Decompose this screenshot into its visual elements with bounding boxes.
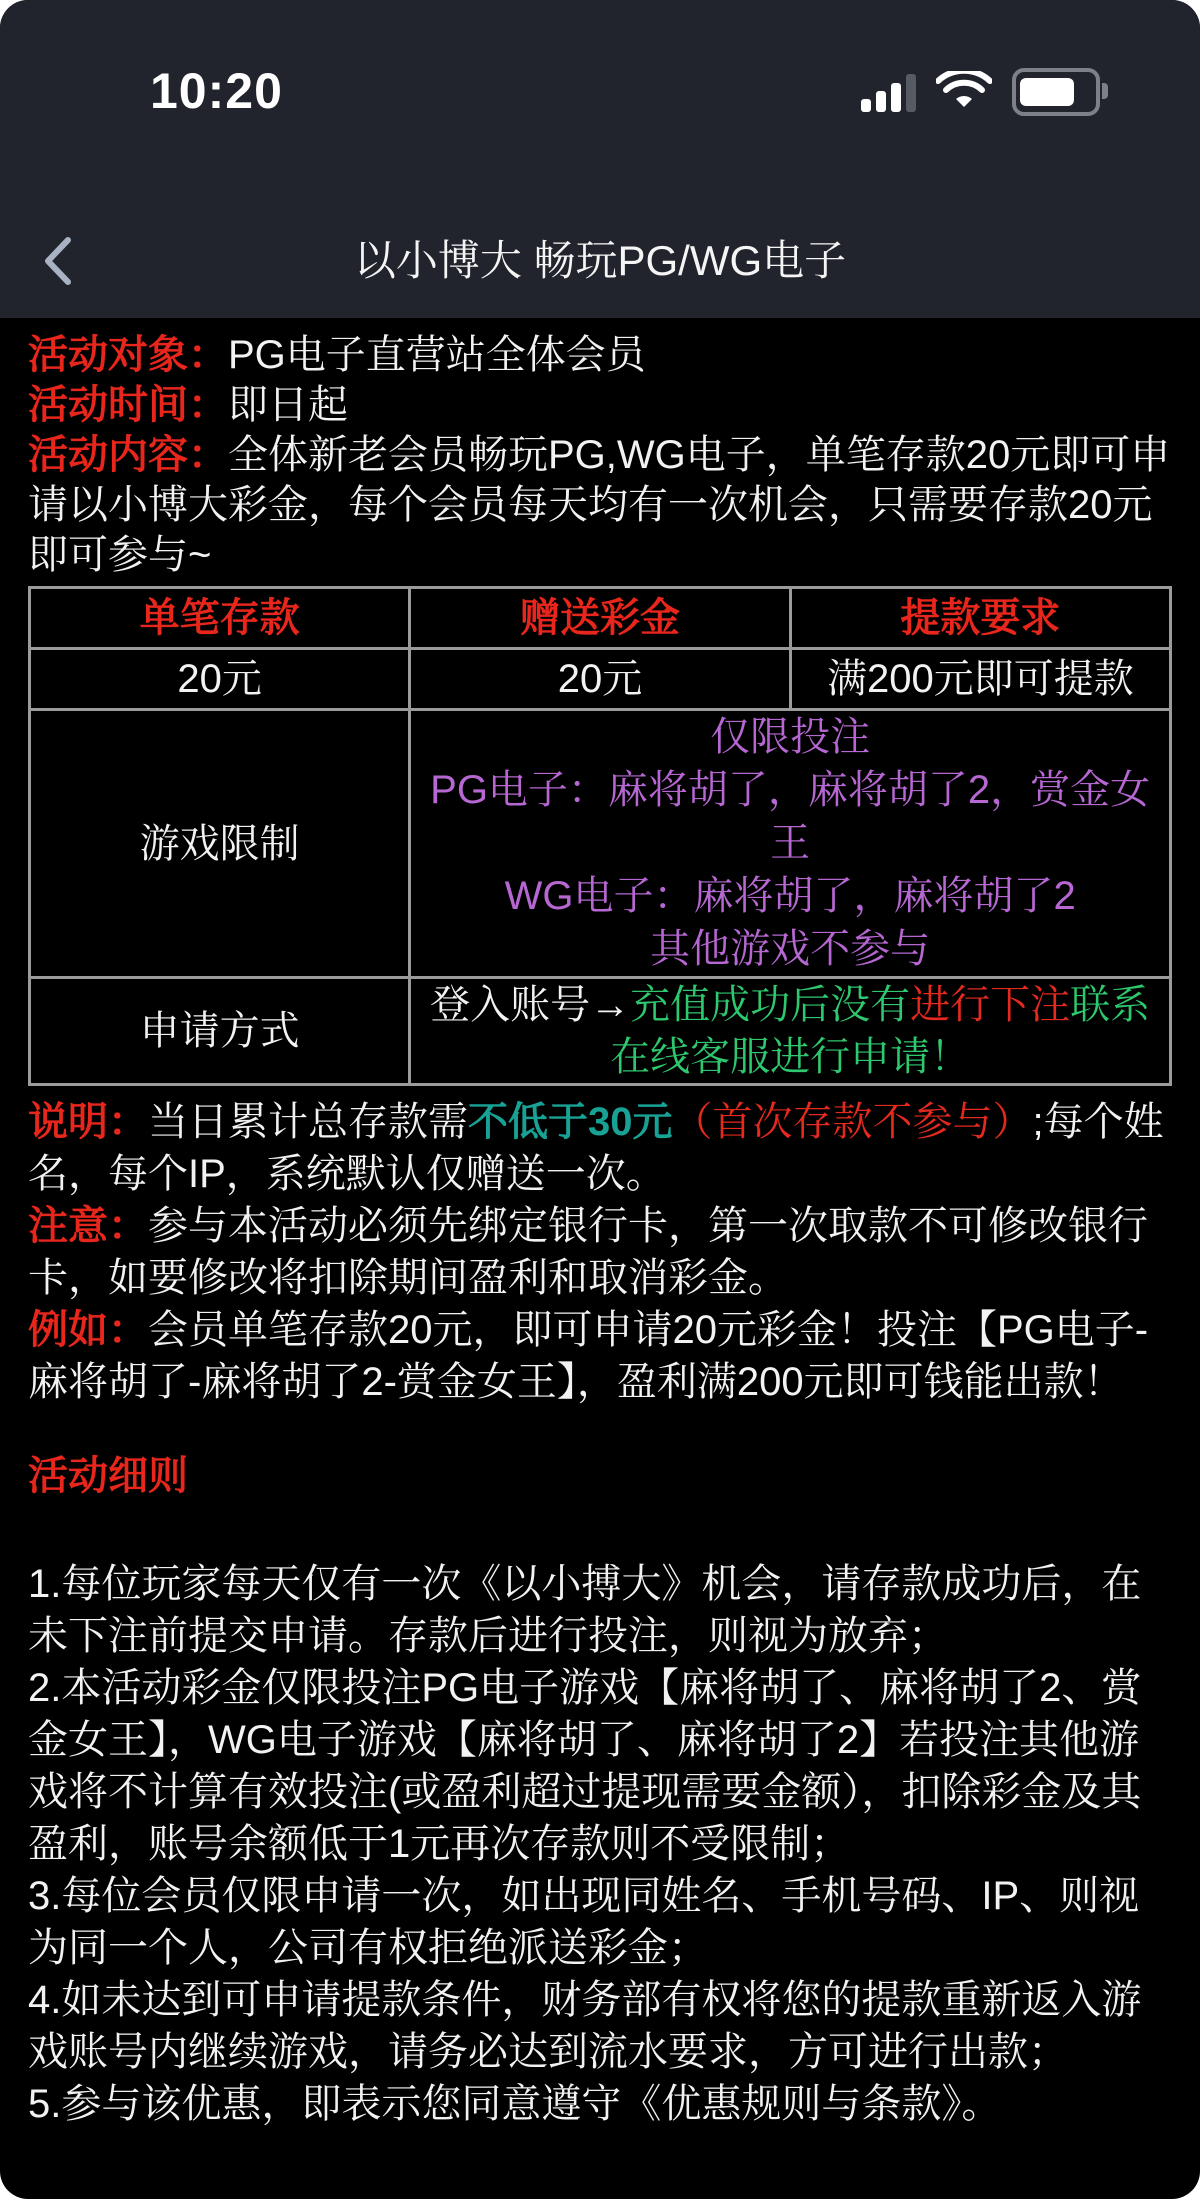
apply-step-green: 充值成功后没有	[630, 983, 911, 1027]
header-deposit: 单笔存款	[30, 588, 410, 649]
cell-apply-detail	[410, 978, 1171, 1085]
note-zhuyi-label: 注意：	[28, 1204, 148, 1248]
game-limit-line: 仅限投注	[710, 715, 871, 759]
note-liru	[28, 1304, 1172, 1408]
back-button[interactable]	[34, 232, 84, 290]
promo-table	[28, 586, 1172, 1086]
note-shuoming	[28, 1096, 1172, 1200]
rules-list	[28, 1558, 1172, 2130]
apply-step-green: 联系在线客服进行申请！	[610, 983, 1151, 1079]
cell-apply-label: 申请方式	[30, 978, 410, 1085]
intro-detail-text: 全体新老会员畅玩PG,WG电子，单笔存款20元即可申请以小博大彩金，每个会员每天均有一次机会，只需要存款20元即可参与~	[28, 433, 1171, 577]
table-game-limit-row	[30, 710, 1171, 978]
game-limit-line: 其他游戏不参与	[650, 927, 931, 971]
rule-item: 4.如未达到可申请提款条件，财务部有权将您的提款重新返入游戏账号内继续游戏，请务必达到流水要求，方可进行出款；	[28, 1978, 1142, 2074]
cell-game-limit-detail	[410, 710, 1171, 978]
note-shuoming-text: 当日累计总存款需	[148, 1100, 468, 1144]
intro-time-text: 即日起	[228, 383, 348, 427]
table-apply-row	[30, 978, 1171, 1085]
chevron-left-icon	[34, 232, 84, 290]
notes-section	[28, 1096, 1172, 1408]
note-shuoming-text2: ;每个姓名，每个IP，系统默认仅赠送一次。	[28, 1100, 1164, 1196]
table-value-row	[30, 649, 1171, 710]
intro-target-text: PG电子直营站全体会员	[228, 333, 646, 377]
intro-target	[28, 330, 1172, 380]
battery-icon	[1012, 68, 1100, 116]
table-header-row	[30, 588, 1171, 649]
intro-detail-label: 活动内容：	[28, 433, 228, 477]
cell-bonus: 20元	[410, 649, 790, 710]
game-limit-line: PG电子：麻将胡了，麻将胡了2，赏金女王	[430, 768, 1151, 865]
apply-step-red: 进行下注	[910, 983, 1071, 1027]
status-bar	[0, 60, 1200, 120]
cellular-signal-icon	[861, 72, 916, 112]
header-bonus: 赠送彩金	[410, 588, 790, 649]
note-liru-label: 例如：	[28, 1308, 148, 1352]
note-shuoming-highlight: 不低于30元	[468, 1100, 673, 1144]
note-zhuyi-text: 参与本活动必须先绑定银行卡，第一次取款不可修改银行卡，如要修改将扣除期间盈利和取消彩金。	[28, 1204, 1148, 1300]
top-chrome	[0, 0, 1200, 318]
promo-content	[0, 318, 1200, 2130]
intro-time	[28, 380, 1172, 430]
note-shuoming-label: 说明：	[28, 1100, 148, 1144]
intro-time-label: 活动时间：	[28, 383, 228, 427]
intro-target-label: 活动对象：	[28, 333, 228, 377]
intro-detail	[28, 430, 1172, 580]
note-liru-text: 会员单笔存款20元，即可申请20元彩金！投注【PG电子-麻将胡了-麻将胡了2-赏金女王】，盈利满200元即可钱能出款！	[28, 1308, 1149, 1404]
rule-item: 1.每位玩家每天仅有一次《以小搏大》机会，请存款成功后，在未下注前提交申请。存款后进行投注，则视为放弃；	[28, 1562, 1142, 1658]
nav-bar	[0, 228, 1200, 294]
rule-item: 3.每位会员仅限申请一次，如出现同姓名、手机号码、IP、则视为同一个人，公司有权拒绝派送彩金；	[28, 1874, 1140, 1970]
cell-game-limit-label: 游戏限制	[30, 710, 410, 978]
cell-deposit: 20元	[30, 649, 410, 710]
cell-withdraw: 满200元即可提款	[790, 649, 1170, 710]
status-icons	[861, 68, 1100, 116]
note-shuoming-paren: （首次存款不参与）	[672, 1100, 1033, 1144]
wifi-icon	[936, 71, 992, 113]
rule-item: 2.本活动彩金仅限投注PG电子游戏【麻将胡了、麻将胡了2、赏金女王】，WG电子游戏【麻将胡了、麻将胡了2】若投注其他游戏将不计算有效投注(或盈利超过提现需要金额），扣除彩金及其盈利，账号余额低于1元再次存款则不受限制；	[28, 1666, 1142, 1866]
apply-step: 登入账号→	[430, 983, 631, 1027]
page-title: 以小博大 畅玩PG/WG电子	[353, 237, 847, 284]
header-withdraw: 提款要求	[790, 588, 1170, 649]
rule-item: 5.参与该优惠，即表示您同意遵守《优惠规则与条款》。	[28, 2082, 1002, 2126]
note-zhuyi	[28, 1200, 1172, 1304]
rules-heading: 活动细则	[28, 1454, 188, 1498]
game-limit-line: WG电子：麻将胡了，麻将胡了2	[504, 874, 1076, 918]
status-time: 10:20	[150, 63, 283, 119]
